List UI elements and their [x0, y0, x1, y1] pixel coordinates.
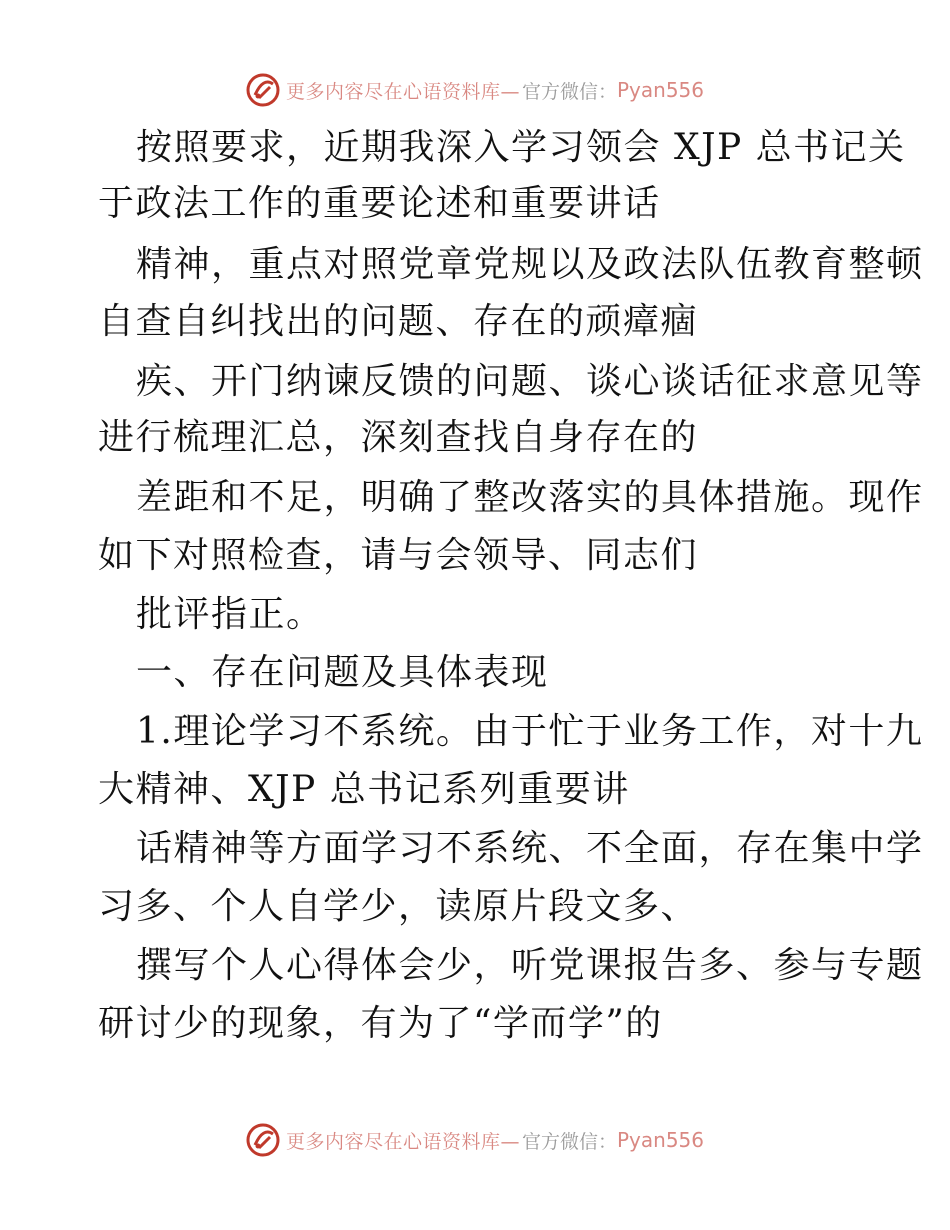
paragraph-line: 大精神、XJP 总书记系列重要讲	[98, 769, 630, 810]
paragraph-line: 习多、个人自学少，读原片段文多、	[98, 886, 699, 927]
paragraph-line: 研讨少的现象，有为了“学而学”的	[98, 1003, 663, 1044]
watermark-label: 官方微信：	[521, 80, 617, 103]
paragraph-line: 按照要求，近期我深入学习领会 XJP 总书记关	[136, 127, 906, 168]
watermark-text: 更多内容尽在心语资料库—	[285, 80, 520, 103]
watermark-text: 更多内容尽在心语资料库—	[285, 1130, 520, 1153]
logo-icon	[246, 73, 280, 107]
paragraph-line: 精神，重点对照党章党规以及政法队伍教育整顿	[136, 244, 924, 285]
paragraph-line: 疾、开门纳谏反馈的问题、谈心谈话征求意见等	[136, 361, 924, 402]
watermark-label: 官方微信：	[521, 1130, 617, 1153]
watermark-account: Pyan556	[617, 78, 705, 102]
paragraph-line: 于政法工作的重要论述和重要讲话	[98, 183, 661, 224]
paragraph-line: 1.理论学习不系统。由于忙于业务工作，对十九	[136, 711, 924, 752]
paragraph-line: 自查自纠找出的问题、存在的顽瘴痼	[98, 301, 699, 342]
paragraph-line: 话精神等方面学习不系统、不全面，存在集中学	[136, 828, 924, 869]
watermark-account: Pyan556	[617, 1128, 705, 1152]
paragraph-line: 如下对照检查，请与会领导、同志们	[98, 535, 699, 576]
logo-icon	[246, 1123, 280, 1157]
page-header-watermark	[0, 70, 950, 110]
page-footer-watermark	[0, 1120, 950, 1160]
paragraph-line: 差距和不足，明确了整改落实的具体措施。现作	[136, 477, 924, 518]
paragraph-line: 进行梳理汇总，深刻查找自身存在的	[98, 417, 699, 458]
paragraph-line: 撰写个人心得体会少，听党课报告多、参与专题	[136, 945, 924, 986]
paragraph-line: 批评指正。	[136, 594, 324, 635]
section-heading: 一、存在问题及具体表现	[136, 652, 549, 693]
